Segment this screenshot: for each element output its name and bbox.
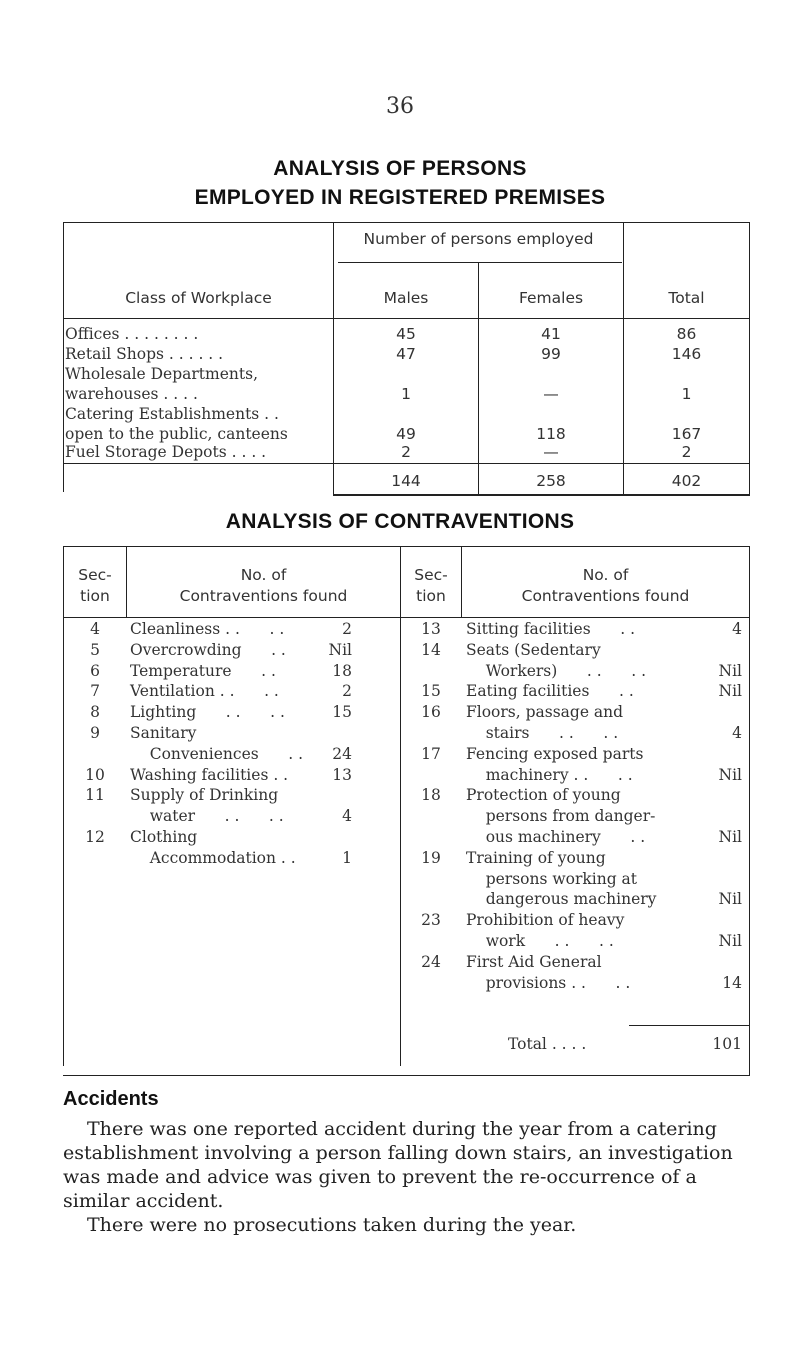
right-section-number: 13 [421, 620, 441, 638]
left-section-number: 12 [85, 828, 105, 846]
right-item-count: Nil [718, 828, 742, 846]
right-item-count: 4 [732, 724, 742, 742]
left-item-text: water . . . . [130, 807, 284, 826]
page-number: 36 [386, 94, 414, 119]
col-found-a-l1: No. of [240, 566, 287, 584]
row-wholesale-females: — [543, 385, 559, 403]
header-group: Number of persons employed [363, 230, 594, 248]
right-item-text: persons working at [466, 869, 638, 888]
left-item-text: Conveniences . . [130, 744, 304, 763]
contraventions-title: ANALYSIS OF CONTRAVENTIONS [225, 510, 575, 533]
right-item-text: dangerous machinery [466, 890, 657, 909]
right-item-text: Seats (Sedentary [466, 640, 601, 659]
header-group-rule [338, 262, 622, 263]
left-section-number: 5 [90, 640, 100, 659]
row-retail-label: Retail Shops . . . . . . [65, 345, 224, 363]
right-item-text: First Aid General [466, 952, 602, 971]
left-item-count: 18 [332, 661, 352, 680]
border-right [749, 222, 750, 496]
left-item-count: 2 [342, 620, 352, 638]
col-found-b-l1: No. of [582, 566, 629, 584]
right-item-count: Nil [718, 765, 742, 784]
right-section-number: 15 [421, 682, 441, 701]
row-fuel-total: 2 [681, 443, 692, 461]
col-found-a-l2: Contraventions found [179, 587, 348, 605]
row-catering-females: 118 [536, 425, 566, 443]
left-section-number: 8 [90, 703, 100, 722]
col-section-a-l2: tion [80, 587, 110, 605]
right-item-text: provisions . . . . [466, 973, 631, 992]
right-item-count: 14 [722, 973, 742, 992]
row-retail-total: 146 [671, 345, 702, 363]
right-section-number: 23 [421, 911, 441, 930]
accidents-heading: Accidents [63, 1088, 159, 1110]
table-header-rule [63, 318, 750, 319]
row-retail-males: 47 [396, 345, 416, 363]
left-section-number: 11 [85, 786, 105, 805]
right-section-number: 18 [421, 786, 441, 805]
right-item-text: Floors, passage and [466, 703, 624, 722]
row-catering-label2: open to the public, canteens [65, 425, 288, 443]
right-item-text: work . . . . [466, 932, 614, 950]
left-item-text: Sanitary [130, 724, 197, 742]
row-retail-females: 99 [541, 345, 561, 363]
right-item-text: Eating facilities . . [466, 682, 634, 701]
left-section-number: 4 [90, 620, 100, 638]
right-item-text: machinery . . . . [466, 765, 633, 784]
row-wholesale-label1: Wholesale Departments, [65, 365, 258, 383]
total-females: 258 [536, 472, 566, 490]
right-section-number: 24 [421, 952, 441, 971]
row-offices-males: 45 [396, 325, 416, 343]
left-item-text: Washing facilities . . [130, 765, 289, 784]
left-item-text: Temperature . . [130, 661, 276, 680]
right-item-text: Sitting facilities . . [466, 620, 636, 638]
table-top-rule [63, 222, 750, 223]
left-section-number: 10 [85, 765, 105, 784]
right-section-number: 19 [421, 848, 441, 867]
row-wholesale-total: 1 [681, 385, 692, 403]
row-catering-label1: Catering Establishments . . [65, 405, 279, 423]
col-females-header: Females [518, 289, 584, 307]
row-catering-total: 167 [671, 425, 702, 443]
col-section-b-l1: Sec- [414, 566, 448, 584]
persons-title-line2: EMPLOYED IN REGISTERED PREMISES [194, 186, 606, 209]
left-item-count: 1 [342, 848, 352, 867]
c-header-rule [63, 617, 750, 618]
right-item-text: Training of young [466, 848, 606, 867]
right-item-text: ous machinery . . [466, 828, 646, 846]
total-label: Total . . . . [508, 1035, 587, 1053]
right-section-number: 16 [421, 703, 441, 722]
c-total-rule [629, 1025, 750, 1026]
left-item-count: Nil [328, 640, 352, 659]
left-section-number: 6 [90, 661, 100, 680]
left-section-number: 7 [90, 682, 100, 701]
right-item-count: 4 [732, 620, 742, 638]
left-item-text: Overcrowding . . [130, 640, 286, 659]
total-males: 144 [391, 472, 421, 490]
total-all: 402 [671, 472, 702, 490]
col-total-header: Total [668, 289, 705, 307]
left-item-text: Ventilation . . . . [130, 682, 279, 701]
right-item-text: Fencing exposed parts [466, 744, 644, 763]
left-item-text: Lighting . . . . [130, 703, 285, 722]
c-border-right [749, 546, 750, 1076]
persons-title-line1: ANALYSIS OF PERSONS [273, 157, 527, 180]
right-section-number: 14 [421, 640, 441, 659]
c-bottom-rule [63, 1075, 750, 1076]
c-top-rule [63, 546, 750, 547]
right-item-text: persons from danger- [466, 807, 656, 826]
accidents-paragraph-1: There was one reported accident during the year from a catering establishment involving a person falling down stairs, an investigation was made and advice was given to prevent the re-occurrence of a similar accident. [63, 1118, 733, 1212]
row-fuel-label: Fuel Storage Depots . . . . [65, 443, 267, 461]
left-item-text: Accommodation . . [130, 848, 296, 867]
col-males-header: Males [383, 289, 429, 307]
left-item-count: 24 [332, 744, 352, 763]
left-item-count: 13 [332, 765, 352, 784]
col-section-a-l1: Sec- [78, 566, 112, 584]
row-fuel-females: — [543, 443, 559, 461]
row-fuel-males: 2 [401, 443, 411, 461]
right-item-text: Protection of young [466, 786, 621, 805]
col-class-header: Class of Workplace [125, 289, 272, 307]
left-item-count: 4 [342, 807, 352, 826]
left-item-text: Clothing [130, 828, 198, 846]
right-item-text: stairs . . . . [466, 724, 619, 742]
row-catering-males: 49 [396, 425, 416, 443]
right-item-count: Nil [718, 932, 742, 950]
row-wholesale-males: 1 [401, 385, 411, 403]
left-item-text: Cleanliness . . . . [130, 620, 285, 638]
border-left [63, 222, 64, 492]
row-offices-label: Offices . . . . . . . . [65, 325, 199, 343]
row-offices-females: 41 [541, 325, 561, 343]
row-wholesale-label2: warehouses . . . . [65, 385, 198, 403]
right-item-text: Prohibition of heavy [466, 911, 625, 930]
accidents-paragraph-2: There were no prosecutions taken during the year. [87, 1214, 577, 1236]
left-item-count: 15 [332, 703, 352, 722]
left-item-count: 2 [342, 682, 352, 701]
table-bottom-rule [333, 494, 750, 496]
right-item-count: Nil [718, 890, 742, 909]
right-item-count: Nil [718, 682, 742, 701]
col-found-b-l2: Contraventions found [521, 587, 690, 605]
right-section-number: 17 [421, 744, 441, 763]
row-offices-total: 86 [676, 325, 697, 343]
totals-top-rule [63, 463, 750, 464]
left-item-text: Supply of Drinking [130, 786, 279, 805]
total-value: 101 [712, 1035, 742, 1053]
left-section-number: 9 [90, 724, 100, 742]
right-item-text: Workers) . . . . [466, 661, 646, 680]
right-item-count: Nil [718, 661, 742, 680]
col-section-b-l2: tion [416, 587, 446, 605]
